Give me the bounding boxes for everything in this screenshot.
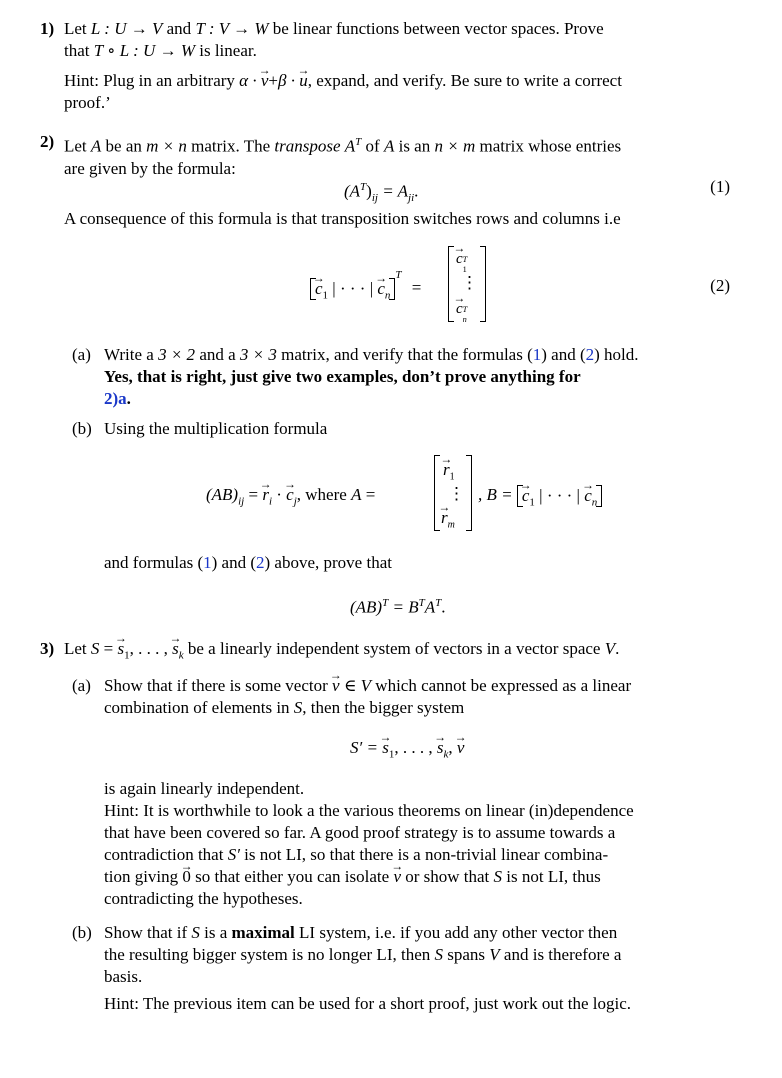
problem-1-hint: Hint: Plug in an arbitrary α · → v+β · → u, expand, and verify. Be sure to write a correct proof.’ [64, 70, 730, 114]
problem-2a-text: Write a 3 × 2 and a 3 × 3 matrix, and verify that the formulas (1) and (2) hold. Yes, that is right, just give two examples, don’t prove anything for 2)a. [104, 345, 639, 408]
problem-2b-text: Using the multiplication formula [104, 419, 328, 438]
problem-3b-text: Show that if S is a maximal LI system, i.e. if you add any other vector then the resulting bigger system is no longer LI, then S spans V and is therefore a basis. [104, 923, 622, 986]
problem-3a-hint: is again linearly independent. Hint: It is worthwhile to look a the various theorems on linear (in)dependence that have been covered so far. A good proof strategy is to assume towards a contradiction that S′ is not LI, so that there is a non-trivial linear combina- tion giving → 0 so that either you can isolate → v or show that S is not LI, thus contradicting the hypotheses. [104, 778, 730, 910]
problem-1-number: 1) [40, 19, 55, 38]
problem-2-number: 2) [40, 132, 55, 151]
equation-tag-1: (1) [710, 177, 730, 196]
transpose-product-formula: $(AB)^T = B^TA^T$. [350, 597, 446, 617]
problem-2a-label: (a) [72, 345, 91, 364]
problem-3a-label: (a) [72, 676, 91, 695]
problem-2-statement: Let A be an m × n matrix. The transpose $A^T$ of A is an n × m matrix whose entries are given by the formula: [64, 136, 622, 178]
transpose-columns-equation: → $c_1$ | · · · | → $c_n^T$ = → c T 1 ⋮ → c T n [310, 246, 490, 324]
problem-2b-continuation: and formulas (1) and (2) above, prove that [104, 553, 392, 572]
multiplication-formula: $(AB)_{ij}$ = → $r_i$ · → $c_j$, where A = → $r_1$ ⋮ → $r_m$ , B = → $c_1$ | · · · | → $c_n$ [206, 455, 646, 535]
problem-3-number: 3) [40, 639, 55, 658]
problem-3-statement: Let S = → $s_1$, . . . , → $s_k$ be a linearly independent system of vectors in a vector space V. [64, 638, 730, 666]
equation-tag-2: (2) [710, 276, 730, 295]
problem-1-statement: Let L : U → V and T : V → W be linear functions between vector spaces. Prove that T ∘ L : U → W is linear. [64, 19, 604, 60]
transpose-formula: $(A^T)_{ij} = A_{ji}$. [344, 181, 419, 205]
problem-3a-text: Show that if there is some vector → v ∈ V which cannot be expressed as a linear combination of elements in S, then the bigger system [104, 675, 730, 719]
problem-3b-label: (b) [72, 923, 92, 942]
extended-system-formula: S′ = → $s_1$, . . . , → $s_k$, → v [350, 737, 464, 765]
problem-2b-label: (b) [72, 419, 92, 438]
problem-3b-hint: Hint: The previous item can be used for a short proof, just work out the logic. [104, 994, 632, 1013]
consequence-text: A consequence of this formula is that transposition switches rows and columns i.e [64, 209, 621, 228]
